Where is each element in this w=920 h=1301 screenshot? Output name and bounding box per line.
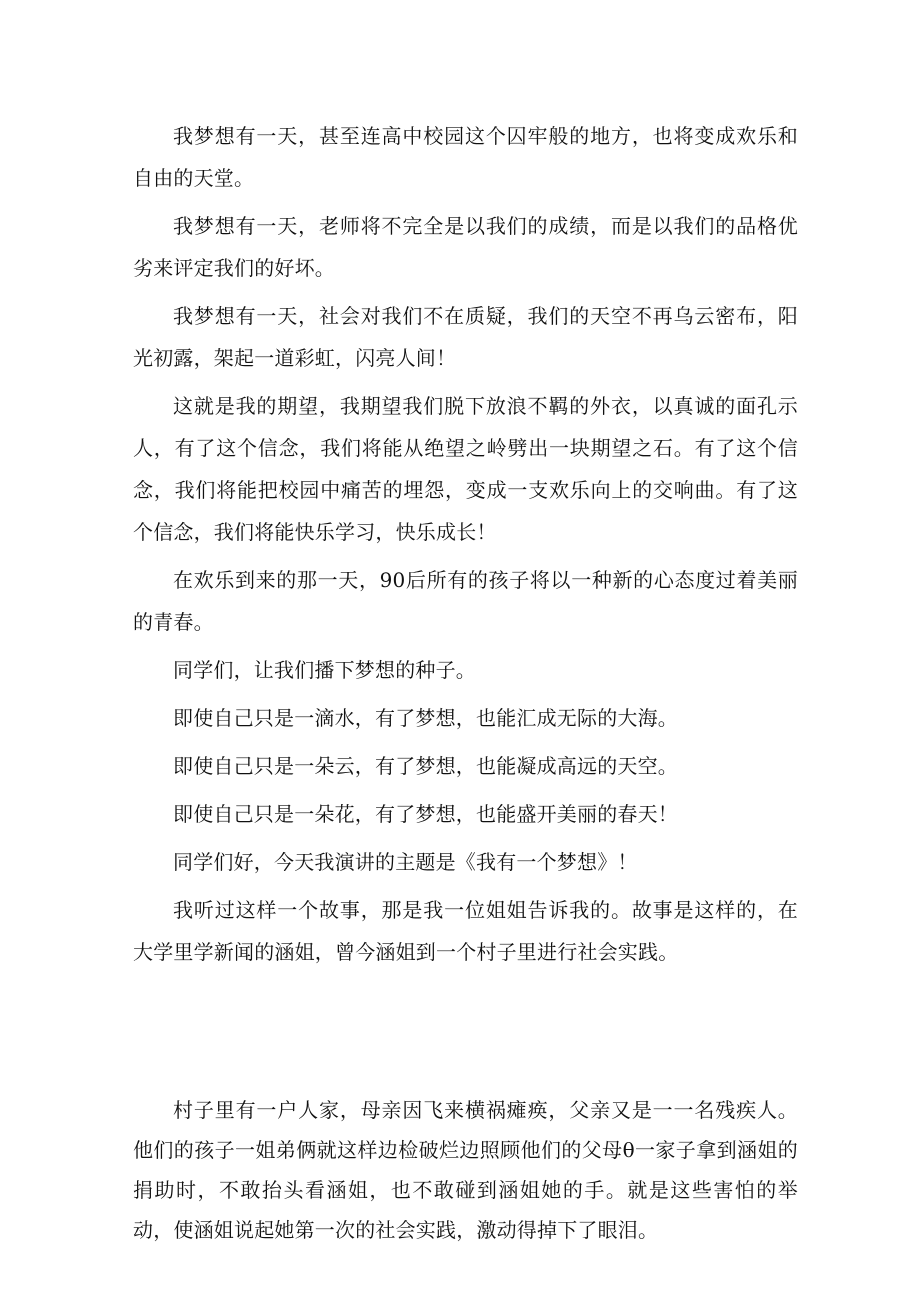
paragraph-3: 我梦想有一天，社会对我们不在质疑，我们的天空不再乌云密布，阳光初露，架起一道彩虹，闪亮人间！ <box>133 304 798 370</box>
paragraph-5: 在欢乐到来的那一天，90后所有的孩子将以一种新的心态度过着美丽的青春。 <box>133 568 798 634</box>
final-text-block <box>133 1090 798 1250</box>
paragraph-11: 我听过这样一个故事，那是我一位姐姐告诉我的。故事是这样的，在大学里学新闻的涵姐，曾今涵姐到一个村子里进行社会实践。 <box>133 898 798 964</box>
paragraph-12: 村子里有一户人家，母亲因飞来横祸瘫痪，父亲又是一一名残疾人。他们的孩子一姐弟俩就这样边检破烂边照顾他们的父母θ一家子拿到涵姐的捐助时，不敢抬头看涵姐，也不敢碰到涵姐她的手。就是这些害怕的举动，使涵姐说起她第一次的社会实践，激动得掉下了眼泪。 <box>133 1098 798 1242</box>
paragraph-2: 我梦想有一天，老师将不完全是以我们的成绩，而是以我们的品格优劣来评定我们的好坏。 <box>133 214 798 280</box>
paragraph-8: 即使自己只是一朵云，有了梦想，也能凝成高远的天空。 <box>173 754 678 778</box>
main-text-block <box>133 115 798 973</box>
paragraph-10: 同学们好，今天我演讲的主题是《我有一个梦想》！ <box>173 850 638 874</box>
paragraph-4: 这就是我的期望，我期望我们脱下放浪不羁的外衣，以真诚的面孔示人，有了这个信念，我们将能从绝望之岭劈出一块期望之石。有了这个信念，我们将能把校园中痛苦的埋怨，变成一支欢乐向上的交响曲。有了这个信念，我们将能快乐学习，快乐成长！ <box>133 394 798 544</box>
paragraph-6: 同学们，让我们播下梦想的种子。 <box>173 658 476 682</box>
paragraph-7: 即使自己只是一滴水，有了梦想，也能汇成无际的大海。 <box>173 706 678 730</box>
paragraph-1: 我梦想有一天，甚至连高中校园这个囚牢般的地方，也将变成欢乐和自由的天堂。 <box>133 124 798 190</box>
paragraph-9: 即使自己只是一朵花，有了梦想，也能盛开美丽的春天！ <box>173 802 678 826</box>
